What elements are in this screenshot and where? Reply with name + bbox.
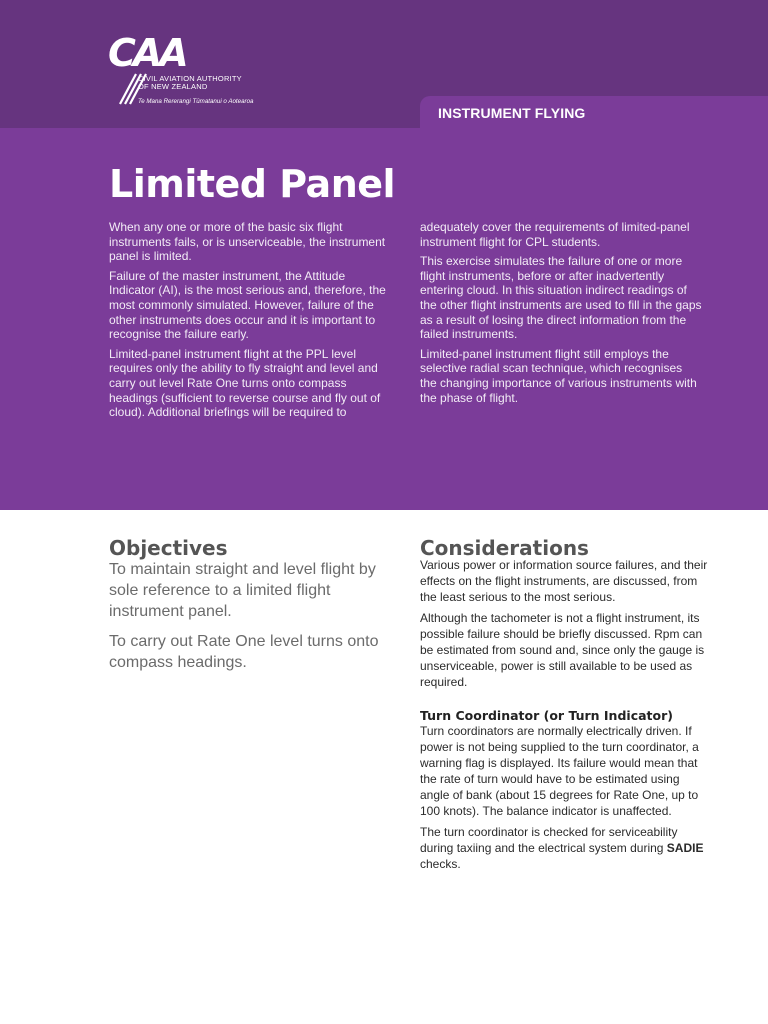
caa-logo — [108, 24, 278, 108]
intro-paragraph: When any one or more of the basic six flight instruments fails, or is unserviceable, the instrument panel is limited. — [109, 220, 386, 264]
considerations-body — [420, 557, 712, 877]
turn-coordinator-heading: Turn Coordinator (or Turn Indicator) — [420, 708, 673, 723]
considerations-heading: Considerations — [420, 536, 589, 560]
intro-left-column — [109, 220, 391, 425]
objectives-list — [109, 560, 394, 684]
considerations-paragraph: Although the tachometer is not a flight instrument, its possible failure should be briefly discussed. Rpm can be estimated from sound and, since only the gauge is unserviceable, power is still available to be used as required. — [420, 611, 705, 689]
section-tab — [420, 96, 768, 130]
turn-coordinator-paragraph: Turn coordinators are normally electrically driven. If power is not being supplied to the turn coordinator, a warning flag is displayed. Its failure would mean that the rate of turn would have to be estimated using angle of bank (about 15 degrees for Rate One, up to 100 knots). The balance indicator is unaffected. — [420, 724, 699, 818]
objective-item: To maintain straight and level flight by sole reference to a limited flight instrument panel. — [109, 561, 376, 620]
considerations-paragraph: Various power or information source failures, and their effects on the flight instruments, are discussed, from the least serious to the most serious. — [420, 558, 708, 604]
intro-paragraph: This exercise simulates the failure of one or more flight instruments, before or after inadvertently entering cloud. In this situation indirect readings of the other flight instruments are used to fill in the gaps as a result of losing the direct information from the failed instruments. — [420, 254, 702, 342]
org-name — [138, 75, 242, 91]
intro-paragraph: adequately cover the requirements of limited-panel instrument flight for CPL students. — [420, 220, 690, 249]
sadie-term: SADIE — [666, 841, 704, 855]
turn-coordinator-checks-paragraph — [420, 824, 712, 872]
intro-paragraph: Failure of the master instrument, the Attitude Indicator (AI), is the most serious and, therefore, the most commonly simulated. However, failure of the other instruments does occur and it is important to recognise the failure early. — [109, 268, 386, 342]
maori-name: Te Mana Rererangi Tūmatanui o Aotearoa — [138, 98, 254, 105]
org-name-line1: CIVIL AVIATION AUTHORITY — [138, 74, 242, 83]
intro-paragraph: Limited-panel instrument flight still employs the selective radial scan technique, which recognises the changing importance of various instruments with the phase of flight. — [420, 346, 697, 405]
checks-text-before: The turn coordinator is checked for serviceability during taxiing and the electrical system during — [420, 825, 678, 855]
intro-right-column — [420, 220, 702, 410]
section-tab-label: INSTRUMENT FLYING — [438, 105, 586, 121]
objective-item: To carry out Rate One level turns onto compass headings. — [109, 633, 379, 672]
intro-paragraph: Limited-panel instrument flight at the PPL level requires only the ability to fly straight and level and carry out level Rate One turns onto compass headings (sufficient to reverse course and fly out of cloud). Additional briefings will be required to — [109, 346, 381, 420]
org-name-line2: OF NEW ZEALAND — [138, 82, 208, 91]
svg-text:CAA: CAA — [108, 31, 186, 75]
objectives-heading: Objectives — [109, 536, 228, 560]
page-title: Limited Panel — [109, 162, 396, 206]
caa-logo-mark — [108, 24, 278, 108]
checks-text-after: checks. — [420, 857, 461, 871]
